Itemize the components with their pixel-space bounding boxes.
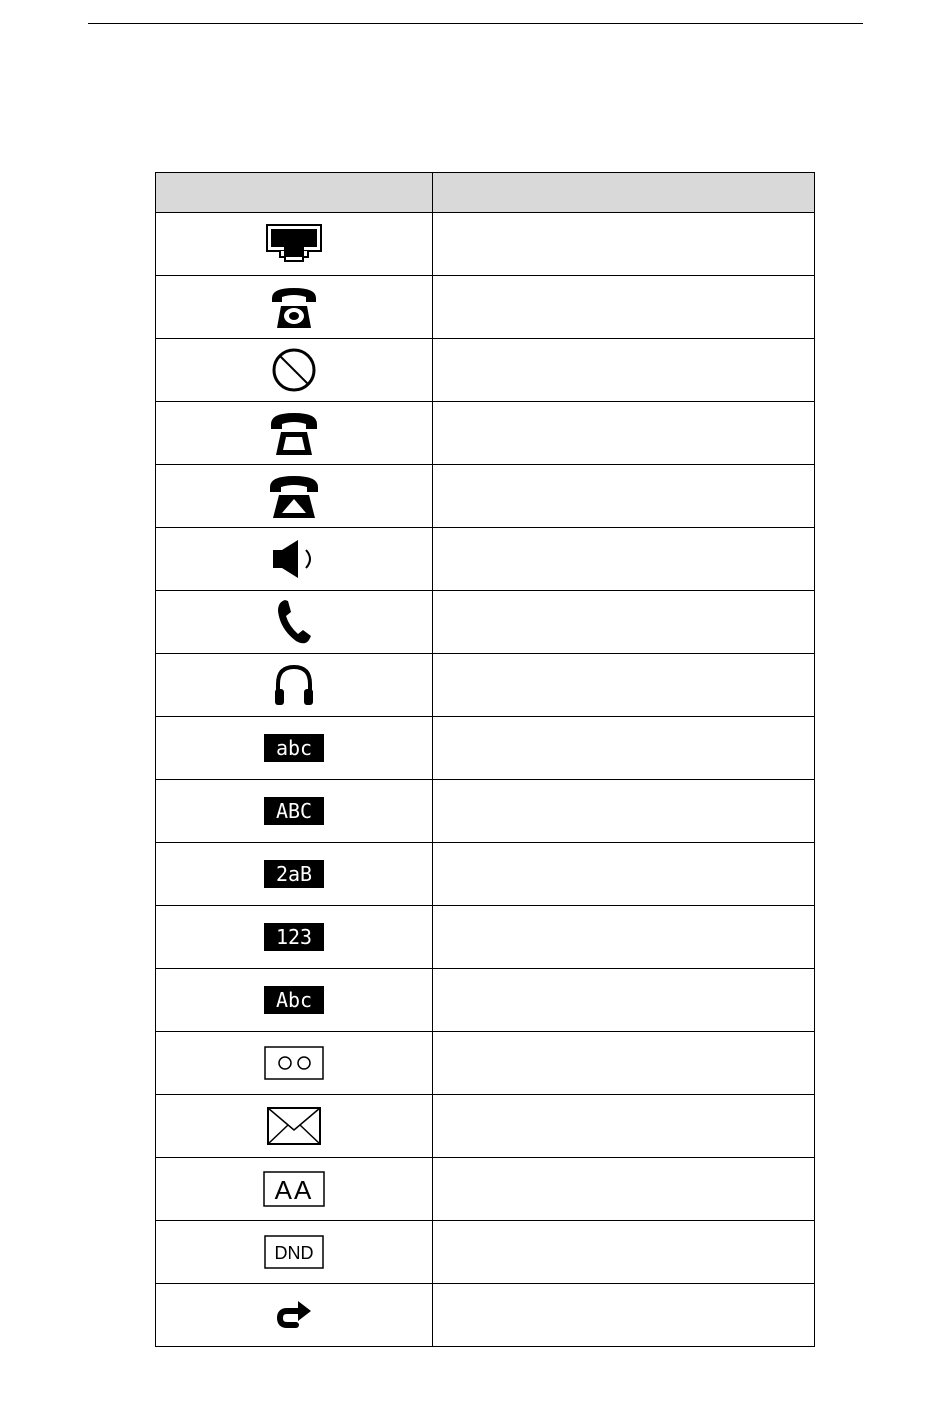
row-description bbox=[433, 1095, 815, 1158]
input-mode-mixed-label: 2aB bbox=[275, 862, 313, 886]
row-description bbox=[433, 1221, 815, 1284]
table-row bbox=[156, 780, 815, 843]
table-row bbox=[156, 717, 815, 780]
table-row bbox=[156, 276, 815, 339]
row-description bbox=[433, 339, 815, 402]
table-header-row bbox=[156, 173, 815, 213]
table-row bbox=[156, 591, 815, 654]
input-mode-numeric-icon bbox=[264, 923, 324, 951]
call-forward-icon bbox=[274, 1297, 314, 1333]
table-row bbox=[156, 1221, 815, 1284]
input-mode-numeric-label: 123 bbox=[275, 925, 313, 949]
row-description bbox=[433, 654, 815, 717]
column-header-icon bbox=[156, 173, 433, 213]
row-description bbox=[433, 402, 815, 465]
speaker-icon bbox=[270, 538, 318, 580]
phone-outline-icon bbox=[268, 410, 320, 456]
input-mode-uppercase-icon bbox=[264, 797, 324, 825]
table-row bbox=[156, 843, 815, 906]
input-mode-capitalized-label: Abc bbox=[275, 988, 313, 1012]
auto-answer-label: AA bbox=[274, 1175, 314, 1205]
do-not-disturb-icon bbox=[264, 1235, 324, 1269]
icon-table bbox=[155, 172, 815, 1347]
table-row bbox=[156, 213, 815, 276]
handset-icon bbox=[274, 598, 314, 646]
input-mode-capitalized-icon bbox=[264, 986, 324, 1014]
table-row bbox=[156, 1158, 815, 1221]
row-description bbox=[433, 213, 815, 276]
table-row bbox=[156, 339, 815, 402]
table-row bbox=[156, 528, 815, 591]
headset-icon bbox=[271, 662, 317, 708]
input-mode-abc-icon bbox=[264, 734, 324, 762]
prohibited-icon bbox=[271, 347, 317, 393]
row-description bbox=[433, 717, 815, 780]
row-description bbox=[433, 843, 815, 906]
auto-answer-icon bbox=[263, 1171, 325, 1207]
network-port-icon bbox=[266, 224, 322, 264]
row-description bbox=[433, 528, 815, 591]
table-row bbox=[156, 654, 815, 717]
table-row bbox=[156, 1284, 815, 1347]
row-description bbox=[433, 1158, 815, 1221]
row-description bbox=[433, 1284, 815, 1347]
row-description bbox=[433, 1032, 815, 1095]
row-description bbox=[433, 591, 815, 654]
do-not-disturb-label: DND bbox=[274, 1243, 314, 1263]
table-row bbox=[156, 969, 815, 1032]
table-row bbox=[156, 402, 815, 465]
message-envelope-icon bbox=[266, 1106, 322, 1146]
input-mode-mixed-icon bbox=[264, 860, 324, 888]
column-header-description bbox=[433, 173, 815, 213]
row-description bbox=[433, 780, 815, 843]
table-row bbox=[156, 465, 815, 528]
table-row bbox=[156, 1095, 815, 1158]
row-description bbox=[433, 276, 815, 339]
row-description bbox=[433, 969, 815, 1032]
phone-bell-icon bbox=[267, 473, 321, 519]
table-row bbox=[156, 906, 815, 969]
rotary-phone-icon bbox=[269, 285, 319, 329]
input-mode-abc-label: abc bbox=[275, 736, 313, 760]
input-mode-uppercase-label: ABC bbox=[275, 799, 313, 823]
voicemail-icon bbox=[264, 1046, 324, 1080]
header-rule bbox=[88, 23, 863, 24]
row-description bbox=[433, 906, 815, 969]
row-description bbox=[433, 465, 815, 528]
table-row bbox=[156, 1032, 815, 1095]
